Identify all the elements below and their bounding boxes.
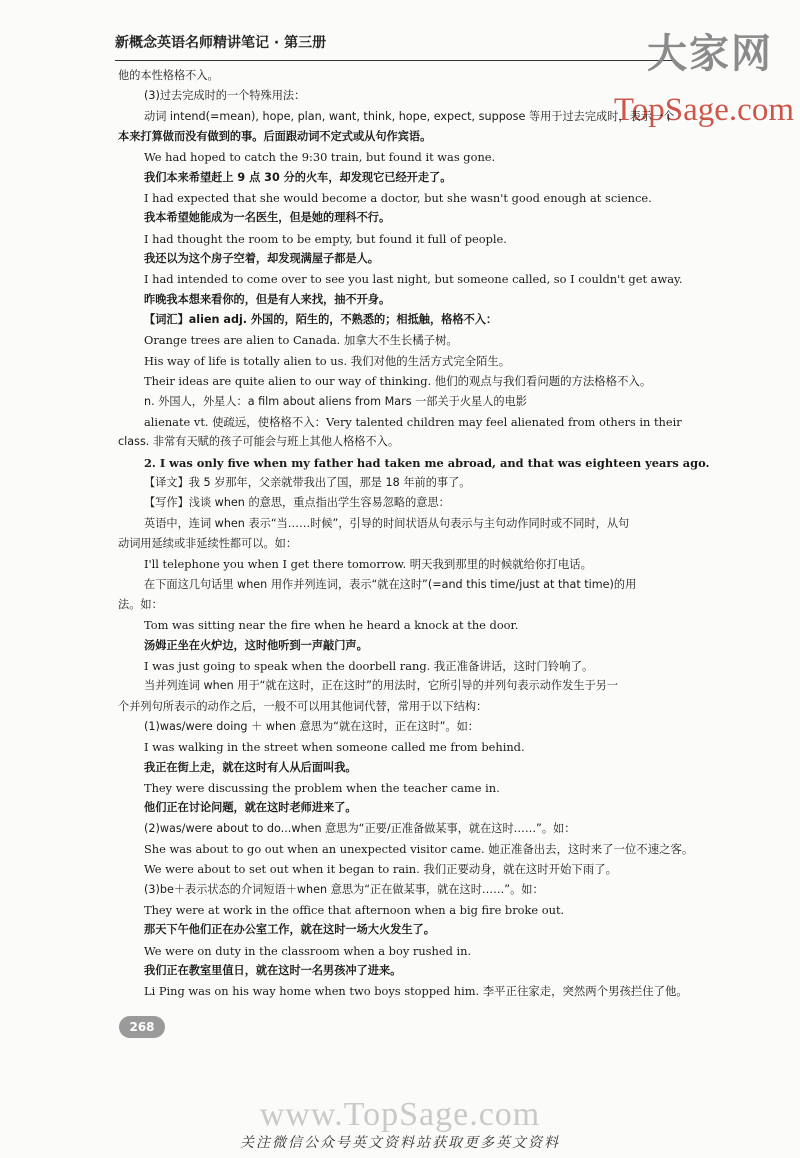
translation-line: 我正在街上走，就在这时有人从后面叫我。 (144, 760, 357, 774)
text-line: 在下面这几句话里 when 用作并列连词，表示“就在这时”(=and this time/just at that time)的用 (144, 577, 637, 591)
page-number: 268 (119, 1016, 165, 1038)
footer-note: 关注微信公众号英文资料站获取更多英文资料 (240, 1135, 560, 1151)
structure-heading: (2)was/were about to do...when 意思为“正要/正准备做某事，就在这时……”。如： (144, 821, 576, 835)
example-sentence: I had thought the room to be empty, but found it full of people. (144, 231, 507, 246)
text-line: 动词用延续或非延续性都可以。如： (118, 536, 298, 550)
example-sentence: Orange trees are alien to Canada. 加拿大不生长橘子树。 (144, 333, 458, 348)
example-sentence: She was about to go out when an unexpected visitor came. 她正准备出去，这时来了一位不速之客。 (144, 842, 694, 857)
text-line: 个并列句所表示的动作之后，一般不可以用其他词代替，常用于以下结构： (118, 699, 488, 713)
text-line: 本来打算做而没有做到的事。后面跟动词不定式或从句作宾语。 (118, 130, 432, 144)
text-line: class. 非常有天赋的孩子可能会与班上其他人格格不入。 (118, 435, 400, 449)
example-sentence: Tom was sitting near the fire when he heard a knock at the door. (144, 618, 519, 633)
footer-watermark: www.TopSage.com (259, 1096, 541, 1133)
site-logo-watermark: 大家网 (647, 31, 773, 77)
example-sentence: His way of life is totally alien to us. 我们对他的生活方式完全陌生。 (144, 353, 511, 368)
example-sentence: They were discussing the problem when the teacher came in. (144, 781, 500, 796)
text-line: alienate vt. 使疏远，使格格不入：Very talented children may feel alienated from others in their (144, 414, 682, 429)
example-sentence: I was walking in the street when someone called me from behind. (144, 740, 525, 755)
page-body (118, 66, 726, 1002)
topsage-logo-watermark: TopSage.com (613, 92, 794, 128)
text-line: 动词 intend(=mean), hope, plan, want, think, hope, expect, suppose 等用于过去完成时，表示一个 (144, 109, 675, 123)
header-divider (115, 60, 675, 61)
example-sentence: We were about to set out when it began to rain. 我们正要动身，就在这时开始下雨了。 (144, 862, 617, 877)
text-line: 法。如： (118, 597, 163, 611)
translation-line: 那天下午他们正在办公室工作，就在这时一场大火发生了。 (144, 923, 435, 937)
translation-heading: 【译文】我 5 岁那年，父亲就带我出了国，那是 18 年前的事了。 (144, 475, 471, 489)
translation-line: 我们正在教室里值日，就在这时一名男孩冲了进来。 (144, 964, 402, 978)
translation-line: 昨晚我本想来看你的，但是有人来找，抽不开身。 (144, 292, 391, 306)
section-heading: (3)过去完成时的一个特殊用法： (144, 89, 306, 103)
writing-heading: 【写作】浅谈 when 的意思，重点指出学生容易忽略的意思： (144, 496, 450, 510)
translation-line: 我们本来希望赶上 9 点 30 分的火车，却发现它已经开走了。 (144, 170, 452, 184)
book-title: 新概念英语名师精讲笔记 · 第三册 (115, 35, 327, 51)
example-sentence: I was just going to speak when the doorbell rang. 我正准备讲话，这时门铃响了。 (144, 658, 594, 673)
structure-heading: (1)was/were doing ＋ when 意思为“就在这时，正在这时”。如： (144, 720, 479, 733)
example-sentence: I had intended to come over to see you last night, but someone called, so I couldn't get away. (144, 272, 683, 287)
vocabulary-heading: 【词汇】alien adj. 外国的，陌生的，不熟悉的；相抵触，格格不入： (144, 313, 498, 327)
example-sentence: We had hoped to catch the 9:30 train, but found it was gone. (144, 150, 496, 165)
translation-line: 我还以为这个房子空着，却发现满屋子都是人。 (144, 252, 379, 266)
key-sentence: 2. I was only five when my father had taken me abroad, and that was eighteen years ago. (144, 455, 710, 470)
example-sentence: They were at work in the office that afternoon when a big fire broke out. (144, 903, 565, 918)
example-sentence: Their ideas are quite alien to our way of thinking. 他们的观点与我们看问题的方法格格不入。 (144, 374, 652, 389)
example-sentence: I'll telephone you when I get there tomorrow. 明天我到那里的时候就给你打电话。 (144, 557, 592, 572)
translation-line: 他们正在讨论问题，就在这时老师进来了。 (144, 801, 357, 815)
example-sentence: We were on duty in the classroom when a boy rushed in. (144, 943, 472, 958)
example-sentence: Li Ping was on his way home when two boys stopped him. 李平正往家走，突然两个男孩拦住了他。 (144, 984, 688, 999)
text-line: 英语中，连词 when 表示“当……时候”，引导的时间状语从句表示与主句动作同时或不同时，从句 (144, 516, 630, 530)
translation-line: 我本希望她能成为一名医生，但是她的理科不行。 (144, 211, 391, 225)
translation-line: 汤姆正坐在火炉边，这时他听到一声敲门声。 (144, 638, 368, 652)
text-line: 他的本性格格不入。 (118, 69, 219, 82)
structure-heading: (3)be＋表示状态的介词短语＋when 意思为“正在做某事，就在这时……”。如： (144, 882, 544, 896)
text-line: 当并列连词 when 用于“就在这时，正在这时”的用法时，它所引导的并列句表示动作发生于另一 (144, 679, 619, 693)
text-line: n. 外国人，外星人：a film about aliens from Mars 一部关于火星人的电影 (144, 394, 527, 408)
example-sentence: I had expected that she would become a doctor, but she wasn't good enough at science. (144, 191, 652, 206)
